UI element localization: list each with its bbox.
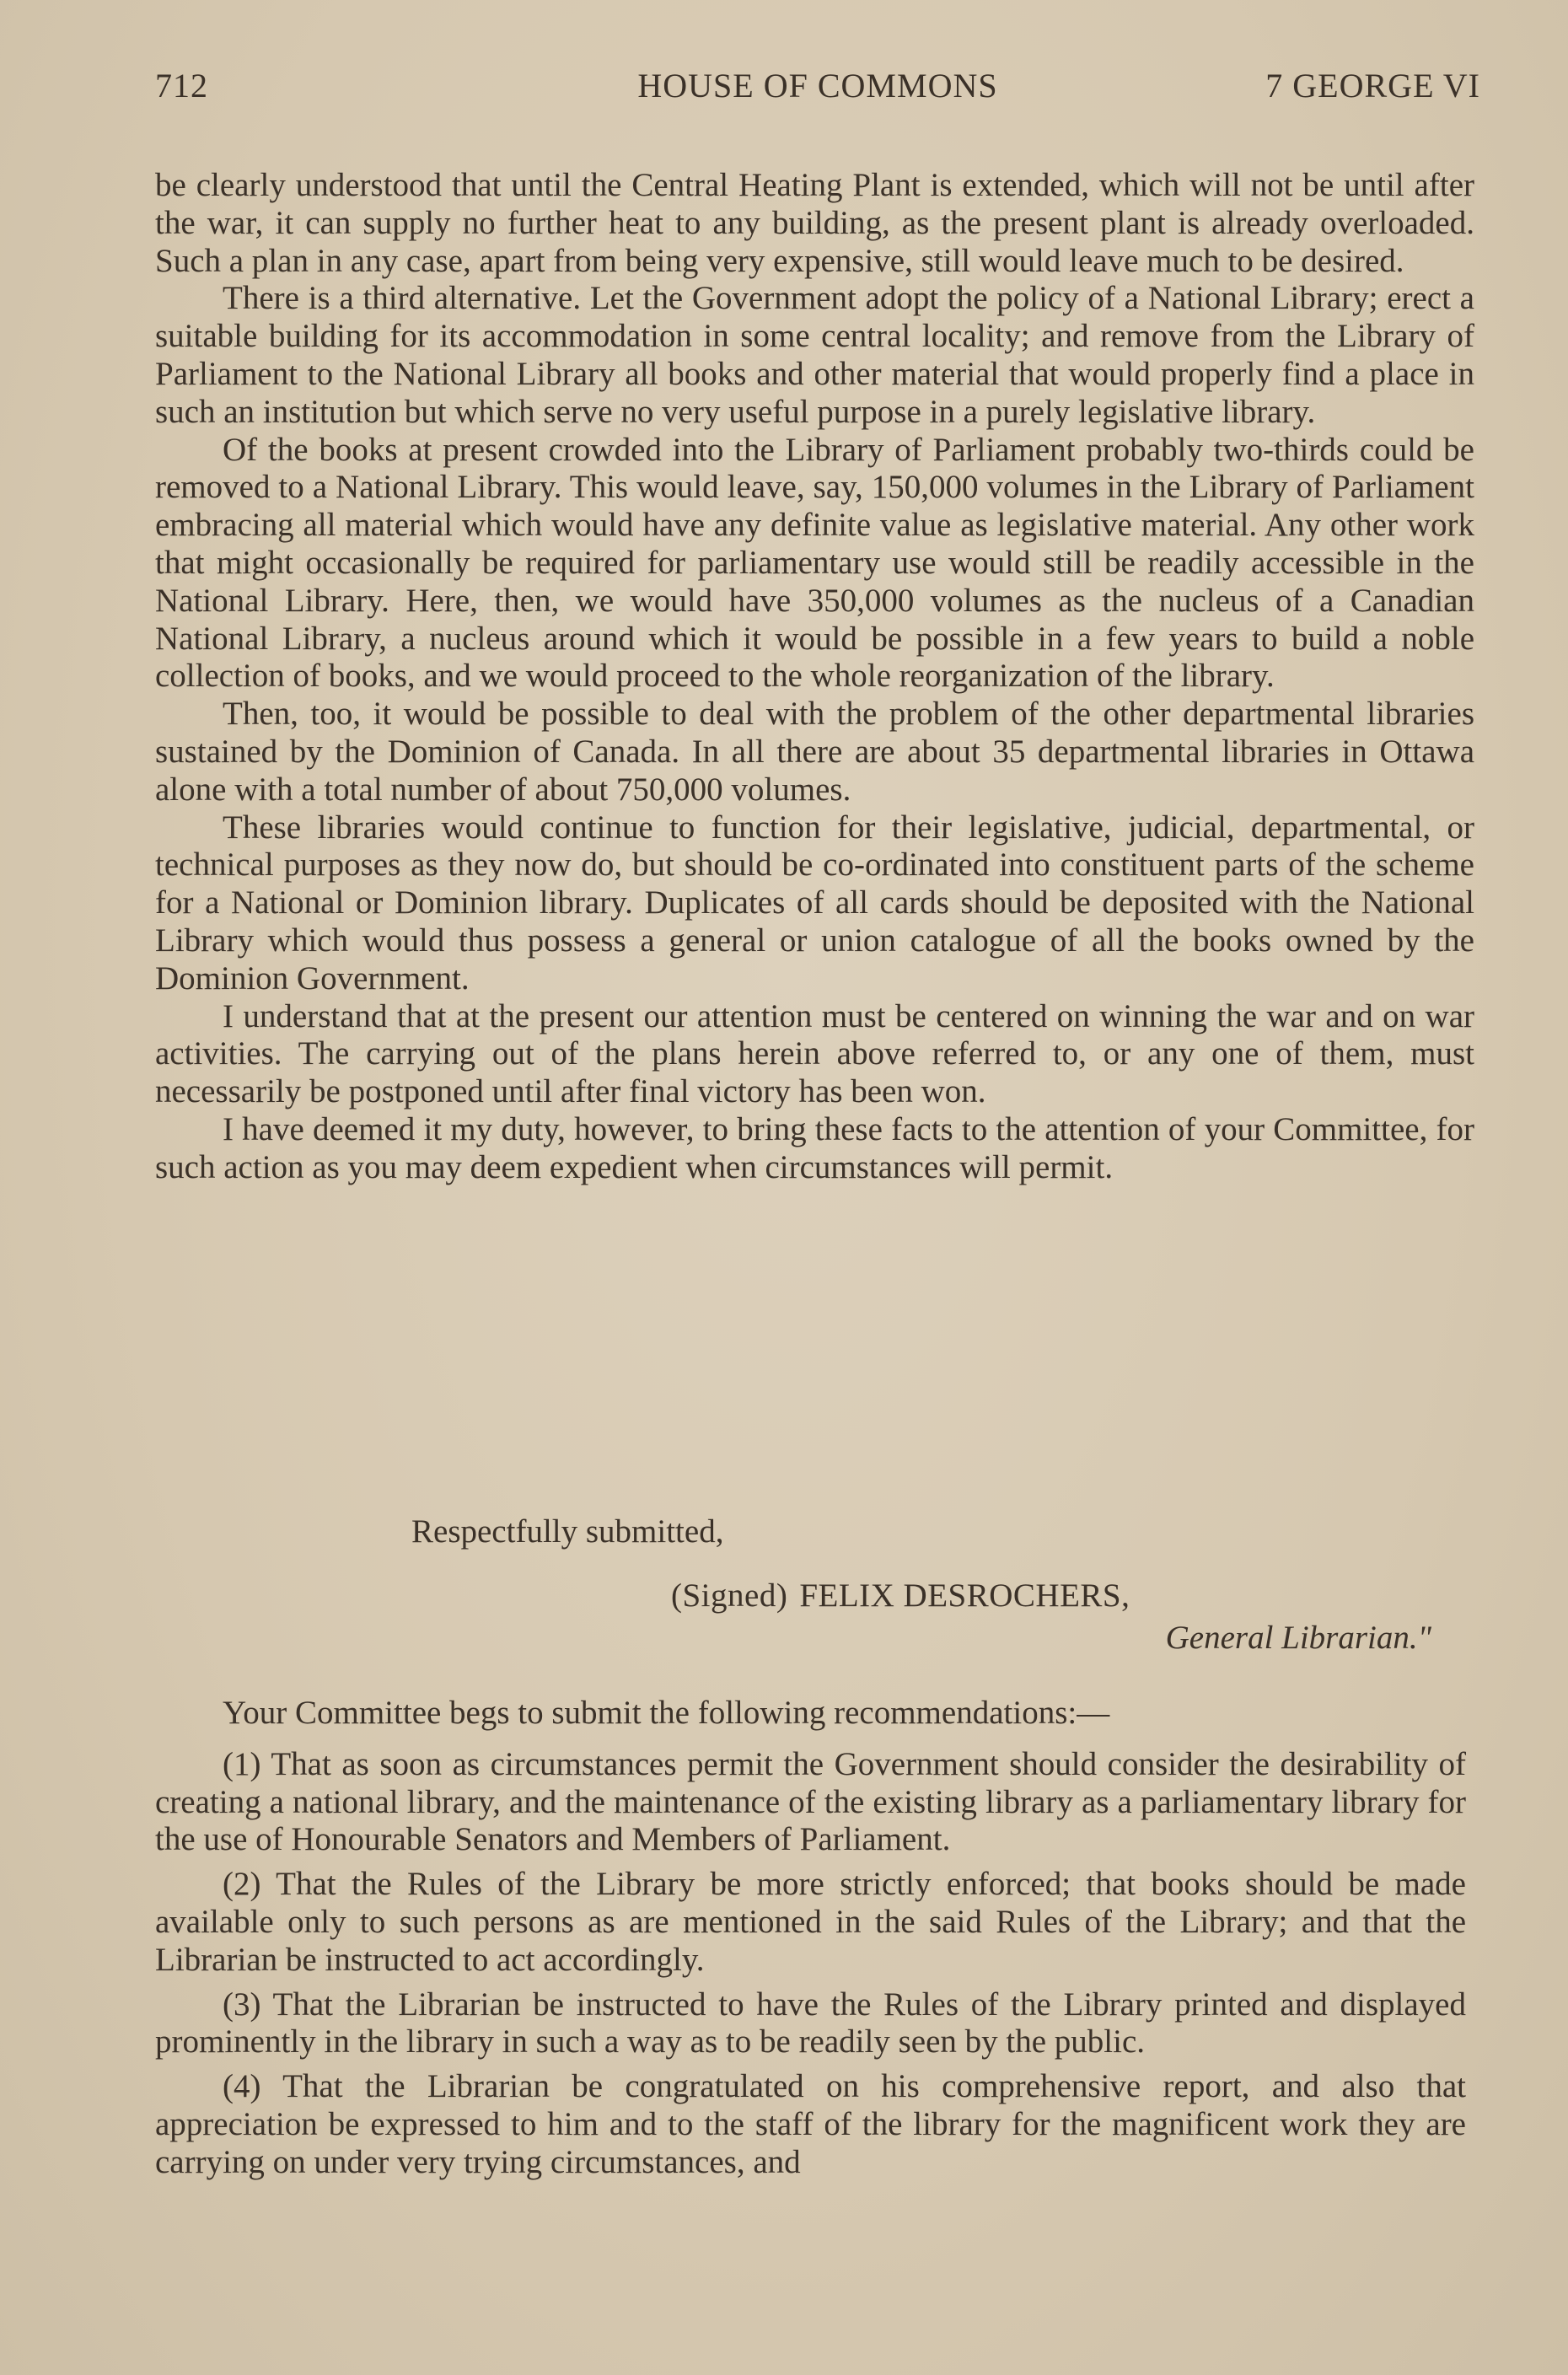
signatory-role: General Librarian."	[1165, 1620, 1431, 1656]
paragraph-duty: I have deemed it my duty, however, to bring these facts to the attention of your Committee, for such action as you may deem expedient when circumstances will permit.	[155, 1110, 1474, 1185]
recommendation-item: (2) That the Rules of the Library be more strictly enforced; that books should be made available only to such persons as are mentioned in the said Rules of the Library; and that the Librarian be instructed to act accordingly.	[155, 1866, 1466, 1978]
recommendation-item: (4) That the Librarian be congratulated on his comprehensive report, and also that appreciation be expressed to him and to the staff of the library for the magnificent work they are carrying on under very trying circumstances, and	[155, 2068, 1466, 2180]
signatory-name: FELIX DESROCHERS,	[799, 1577, 1130, 1614]
running-title: HOUSE OF COMMONS	[637, 67, 998, 105]
recommendation-item: (1) That as soon as circumstances permit the Government should consider the desirability of creating a national library, and the maintenance of the existing library as a parliamentary library for the use of Honourable Senators and Members of Parliament.	[155, 1745, 1466, 1858]
paragraph-departmental-libraries: Then, too, it would be possible to deal with the problem of the other departmental libraries sustained by the Dominion of Canada. In all there are about 35 departmental libraries in Ottawa alone with a total number of about 750,000 volumes.	[155, 696, 1474, 808]
paragraph-war-postponement: I understand that at the present our attention must be centered on winning the war and on war activities. The carrying out of the plans herein above referred to, or any one of them, must necessarily be postponed until after final victory has been won.	[155, 997, 1474, 1110]
paragraph-third-alternative: There is a third alternative. Let the Government adopt the policy of a National Library; erect a suitable building for its accommodation in some central locality; and remove from the Library of Parliament to the National Library all books and other material that would properly find a place in such an institution but which serve no very useful purpose in a purely legislative library.	[155, 280, 1474, 430]
recommendations-section	[155, 1695, 1466, 2189]
regnal-year: 7 GEORGE VI	[1265, 67, 1480, 105]
running-header	[155, 66, 1480, 108]
paragraph-books-removal: Of the books at present crowded into the Library of Parliament probably two-thirds could be removed to a National Library. This would leave, say, 150,000 volumes in the Library of Parliament embracing all material which would have any definite value as legislative material. Any other work that might occasionally be required for parliamentary use would still be readily accessible in the National Library. Here, then, we would have 350,000 volumes as the nucleus of a Canadian National Library, a nucleus around which it would be possible in a few years to build a noble collection of books, and we would proceed to the whole reorganization of the library.	[155, 431, 1474, 695]
recommendations-intro: Your Committee begs to submit the following recommendations:—	[223, 1695, 1110, 1731]
paragraph-coordination: These libraries would continue to function for their legislative, judicial, departmental, or technical purposes as they now do, but should be co-ordinated into constituent parts of the scheme for a National or Dominion library. Duplicates of all cards should be deposited with the National Library which would thus possess a general or union catalogue of all the books owned by the Dominion Government.	[155, 809, 1474, 997]
paragraph-continued: be clearly understood that until the Central Heating Plant is extended, which will not be until after the war, it can supply no further heat to any building, as the present plant is already overloaded. Such a plan in any case, apart from being very expensive, still would leave much to be desired.	[155, 167, 1474, 279]
signature-closing: Respectfully submitted,	[411, 1513, 724, 1550]
signature-line	[671, 1577, 1130, 1615]
page-number: 712	[155, 67, 208, 105]
signed-label: (Signed)	[671, 1577, 788, 1614]
recommendation-item: (3) That the Librarian be instructed to have the Rules of the Library printed and displayed prominently in the library in such a way as to be readily seen by the public.	[155, 1985, 1466, 2061]
report-body	[155, 167, 1474, 1187]
